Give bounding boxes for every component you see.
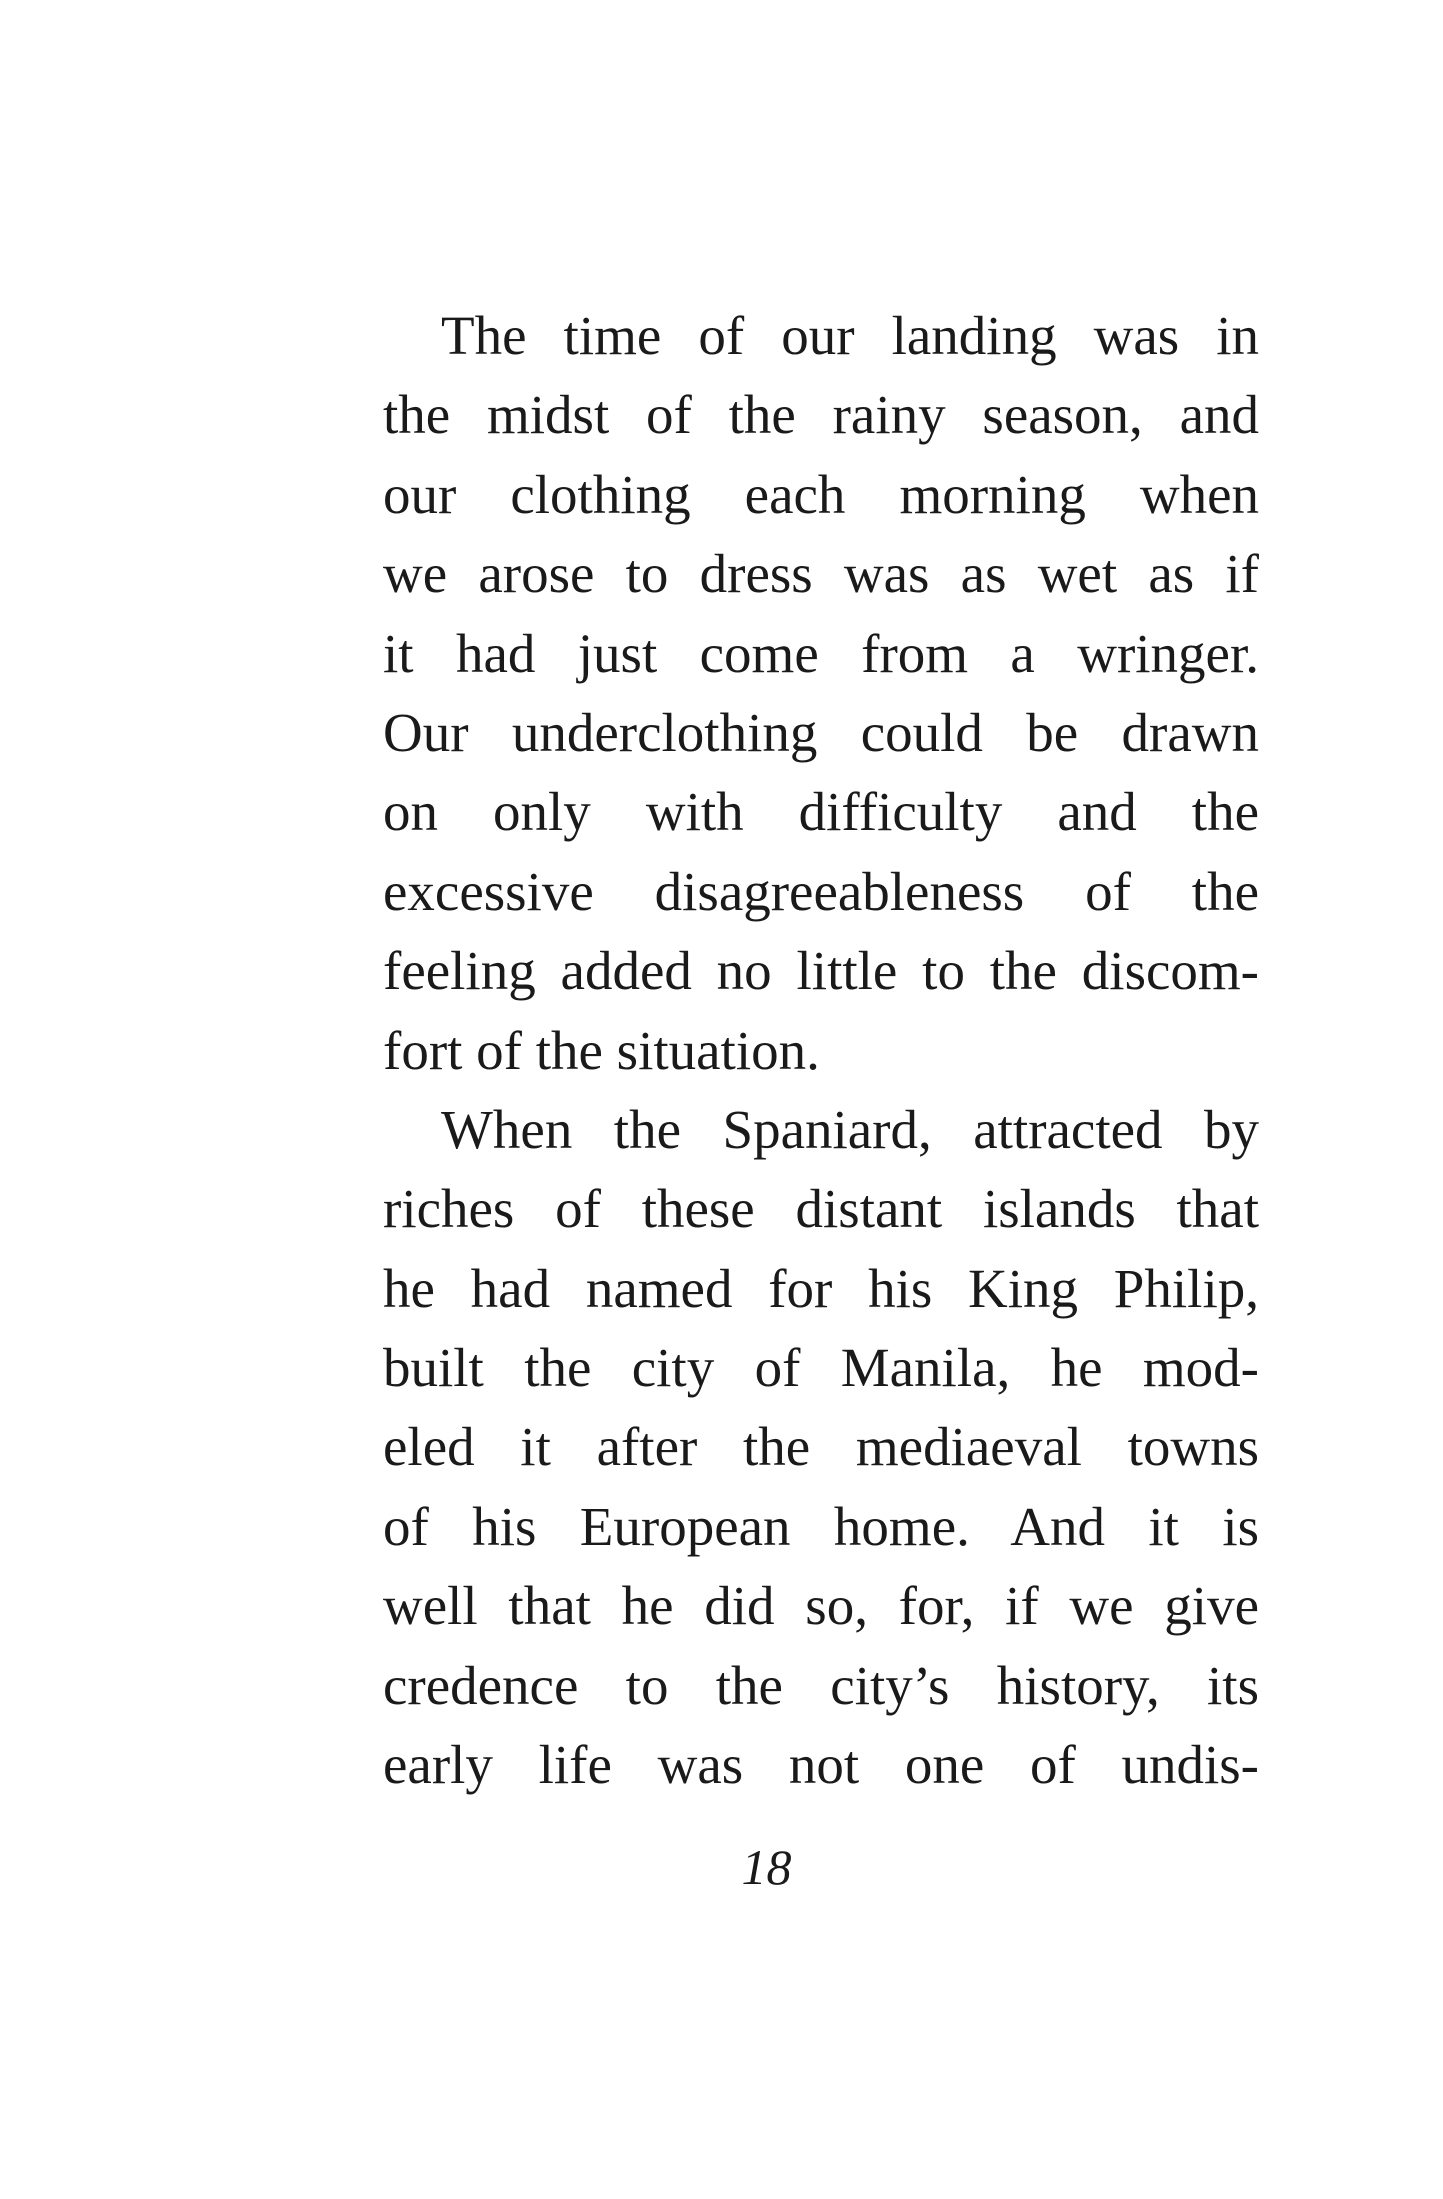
body-text [383, 296, 1259, 1804]
text-line: credence to the city’s history, its [383, 1654, 1259, 1716]
text-line: early life was not one of undis- [383, 1734, 1259, 1796]
text-line: it had just come from a wringer. [383, 622, 1259, 684]
text-line: excessive disagreeableness of the [383, 860, 1259, 922]
text-line: Our underclothing could be drawn [383, 701, 1259, 763]
text-line: fort of the situation. [383, 1019, 820, 1081]
text-line: we arose to dress was as wet as if [383, 543, 1259, 605]
text-line: riches of these distant islands that [383, 1178, 1259, 1240]
text-line: he had named for his King Philip, [383, 1257, 1259, 1319]
text-line: well that he did so, for, if we give [383, 1575, 1259, 1637]
paragraph-1 [383, 296, 1259, 1090]
text-line: on only with difficulty and the [383, 781, 1259, 843]
text-line: feeling added no little to the discom- [383, 940, 1259, 1002]
text-line: When the Spaniard, attracted by [441, 1098, 1259, 1160]
text-line: of his European home. And it is [383, 1495, 1259, 1557]
text-line: The time of our landing was in [441, 305, 1259, 366]
page-number: 18 [741, 1839, 792, 1895]
text-line: our clothing each morning when [383, 463, 1259, 525]
text-line: the midst of the rainy season, and [383, 384, 1259, 446]
text-line: built the city of Manila, he mod- [383, 1337, 1259, 1399]
paragraph-2 [383, 1090, 1259, 1805]
text-line: eled it after the mediaeval towns [383, 1416, 1259, 1478]
